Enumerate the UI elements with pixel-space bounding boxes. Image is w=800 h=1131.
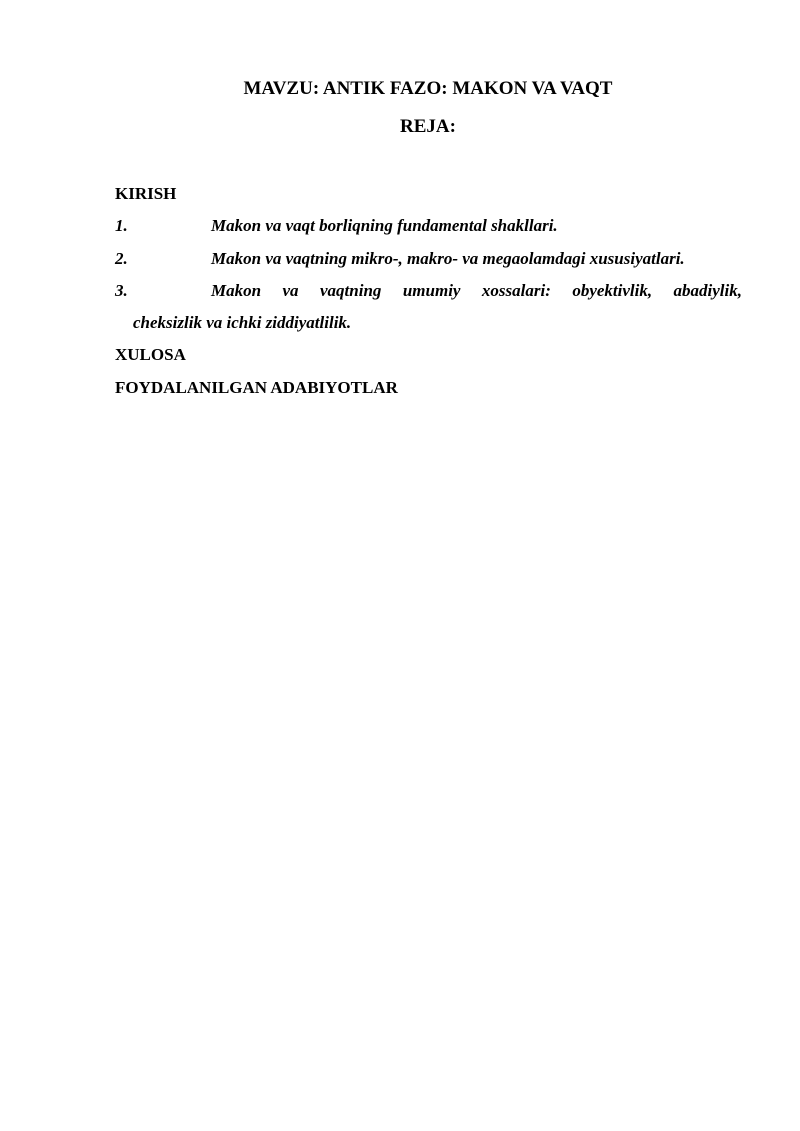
plan-word: xossalari: xyxy=(481,281,551,300)
plan-item-text-line1 xyxy=(211,280,742,302)
plan-item xyxy=(115,280,742,336)
conclusion-heading: XULOSA xyxy=(115,345,186,364)
plan-item xyxy=(115,248,742,270)
plan-item-text: Makon va vaqt borliqning fundamental shakllari. xyxy=(211,216,558,235)
plan-item-text-line2: cheksizlik va ichki ziddiyatlilik. xyxy=(133,313,352,332)
plan-item-number: 1. xyxy=(115,216,128,235)
plan-word: Makon xyxy=(211,281,262,300)
plan-item-text: Makon va vaqtning mikro-, makro- va megaolamdagi xususiyatlari. xyxy=(211,249,685,268)
plan-item-number: 3. xyxy=(115,281,128,300)
plan-item-number: 2. xyxy=(115,249,128,268)
document-title: MAVZU: ANTIK FAZO: MAKON VA VAQT xyxy=(243,78,613,99)
plan-word: umumiy xyxy=(402,281,461,300)
plan-word: vaqtning xyxy=(320,281,382,300)
references-heading: FOYDALANILGAN ADABIYOTLAR xyxy=(115,378,398,397)
plan-word: obyektivlik, xyxy=(572,281,653,300)
plan-heading: REJA: xyxy=(400,116,456,137)
plan-word: va xyxy=(282,281,299,300)
introduction-heading: KIRISH xyxy=(115,184,177,203)
plan-item xyxy=(115,215,742,237)
plan-word: abadiylik, xyxy=(673,281,742,300)
